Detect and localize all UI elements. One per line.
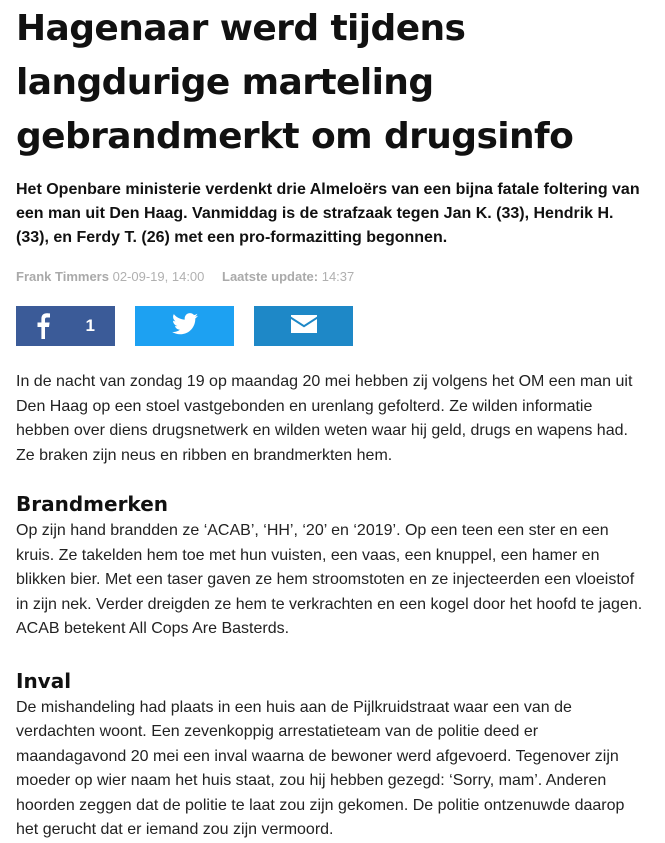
email-icon [291, 315, 317, 338]
article-lead: Het Openbare ministerie verdenkt drie Almeloërs van een bijna fatale foltering van een man uit Den Haag. Vanmiddag is de strafzaak tegen Jan K. (33), Hendrik H. (33), en Ferdy T. (26) met een pro-formazitting begonnen. [16, 181, 640, 246]
article-paragraph: Op zijn hand brandden ze ‘ACAB’, ‘HH’, ‘20’ en ‘2019’. Op een teen een ster en een kruis. Ze takelden hem toe met hun vuisten, een vaas, een knuppel, een hamer en blikken bier. Met een taser gaven ze hem stroomstoten en ze injecteerden een vloeistof in zijn nek. Verder dreigden ze hem te verkrachten en een kogel door het hoofd te jagen. ACAB betekent All Cops Are Basterds. [16, 522, 643, 637]
update-label: Laatste update: [222, 269, 319, 284]
subheading-inval: Inval [16, 668, 72, 693]
share-facebook-button[interactable] [16, 306, 115, 346]
author-name[interactable]: Frank Timmers [16, 269, 109, 284]
facebook-icon [36, 313, 50, 344]
article-meta [16, 268, 649, 286]
share-twitter-button[interactable] [135, 306, 234, 346]
publish-date: 02-09-19, 14:00 [112, 269, 205, 284]
subheading-brandmerken: Brandmerken [16, 492, 168, 516]
twitter-icon [172, 313, 198, 340]
article-paragraph: In de nacht van zondag 19 op maandag 20 mei hebben zij volgens het OM een man uit Den Haag op een stoel vastgebonden en urenlang gefolterd. Ze wilden informatie hebben over diens drugsnetwerk en wilden weten waar hij geld, drugs en wapens had. Ze braken zijn neus en ribben en brandmerkten hem. [16, 373, 633, 464]
headline: Hagenaar werd tijdens langdurige marteling gebrandmerkt om drugsinfo [16, 8, 574, 157]
share-email-button[interactable] [254, 306, 353, 346]
article-paragraph: De mishandeling had plaats in een huis aan de Pijlkruidstraat waar een van de verdachten woont. Een zevenkoppig arrestatieteam van de politie deed er maandagavond 20 mei een inval waarna de bewoner werd afgevoerd. Tegenover zijn moeder op wier naam het huis staat, zou hij hebben gezegd: ‘Sorry, mam’. Anderen hoorden zeggen dat de politie te laat zou zijn gekomen. De politie ontzenuwde daarop het gerucht dat er iemand zou zijn vermoord. [16, 698, 625, 838]
share-bar [16, 306, 649, 346]
facebook-share-count: 1 [85, 316, 95, 335]
update-time: 14:37 [321, 269, 355, 284]
